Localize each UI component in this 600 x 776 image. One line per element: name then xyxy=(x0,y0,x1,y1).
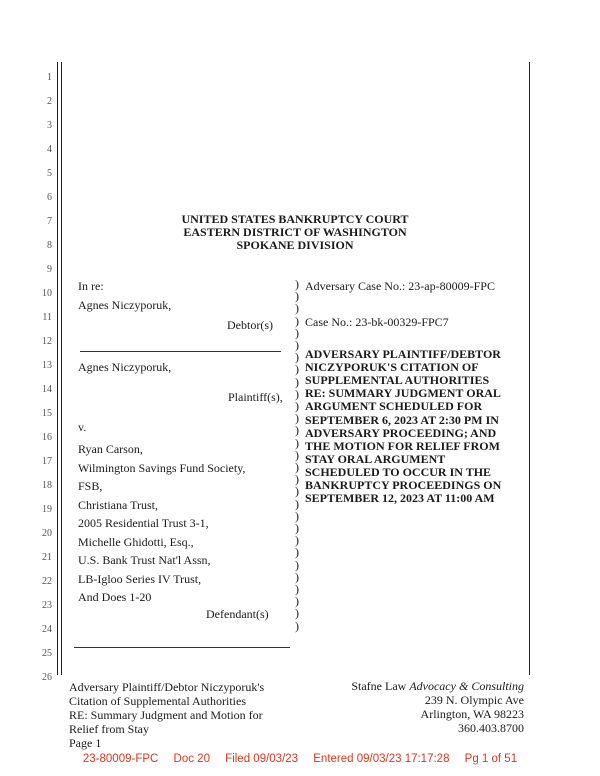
defendant-item: LB-Igloo Series IV Trust, xyxy=(78,571,202,586)
defendant-item: FSB, xyxy=(78,479,103,493)
caption-paren: ) xyxy=(295,325,299,340)
footer-doc-title-line: Relief from Stay xyxy=(69,722,149,736)
defendant-item: Ryan Carson, xyxy=(78,442,143,456)
footer-doc-title-line: RE: Summary Judgment and Motion for xyxy=(69,708,263,722)
caption-paren: ) xyxy=(295,313,299,328)
line-number: 4 xyxy=(47,144,52,155)
document-title-line: ADVERSARY PLAINTIFF/DEBTOR xyxy=(305,347,501,361)
plaintiff-label: Plaintiff(s), xyxy=(228,390,283,404)
bankruptcy-case-number: Case No.: 23-bk-00329-FPC7 xyxy=(305,315,449,329)
stamp-case-number: 23-80009-FPC xyxy=(82,753,159,765)
line-number: 18 xyxy=(42,480,52,491)
pleading-rule-left-outer xyxy=(57,62,58,675)
caption-paren: ) xyxy=(295,472,299,487)
court-name: UNITED STATES BANKRUPTCY COURT xyxy=(181,212,409,226)
versus-label: v. xyxy=(78,420,87,434)
document-title-line: RE: SUMMARY JUDGMENT ORAL xyxy=(305,386,501,401)
defendant-item: Wilmington Savings Fund Society, xyxy=(78,460,246,475)
document-title-line: SEPTEMBER 12, 2023 AT 11:00 AM xyxy=(305,491,495,506)
caption-paren: ) xyxy=(295,545,299,560)
footer-firm-address: 239 N. Olympic Ave xyxy=(424,693,524,707)
document-title-line: ADVERSARY PROCEEDING; AND xyxy=(305,425,497,440)
defendant-item: 2005 Residential Trust 3-1, xyxy=(78,516,209,530)
firm-name-ampersand: & xyxy=(455,679,472,693)
court-district: EASTERN DISTRICT OF WASHINGTON xyxy=(183,225,407,239)
line-number: 16 xyxy=(42,432,52,443)
caption-paren: ) xyxy=(295,582,299,596)
caption-paren: ) xyxy=(295,435,299,450)
document-title-line: NICZYPORUK'S CITATION OF xyxy=(305,360,479,375)
caption-paren: ) xyxy=(295,484,299,499)
stamp-filed-date: Filed 09/03/23 xyxy=(225,753,299,765)
firm-name-plain: Stafne Law xyxy=(351,679,410,693)
footer-doc-title-line: Citation of Supplemental Authorities xyxy=(69,694,246,708)
stamp-entered-date: Entered 09/03/23 17:17:28 xyxy=(313,753,450,765)
caption-paren: ) xyxy=(295,533,299,548)
caption-paren: ) xyxy=(295,594,299,609)
defendant-item: And Does 1-20 xyxy=(78,590,152,604)
line-number: 11 xyxy=(42,312,52,323)
line-number: 20 xyxy=(42,528,52,539)
firm-name-consulting: Consulting xyxy=(471,679,524,693)
caption-paren: ) xyxy=(295,606,299,621)
defendant-label: Defendant(s) xyxy=(206,607,269,621)
document-title-line: BANKRUPTCY PROCEEDINGS ON xyxy=(305,478,502,492)
line-number: 19 xyxy=(42,504,52,515)
pleading-rule-left-inner xyxy=(61,62,62,675)
line-number: 5 xyxy=(47,168,52,179)
debtor-label: Debtor(s) xyxy=(227,318,273,332)
plaintiff-name: Agnes Niczyporuk, xyxy=(78,360,172,374)
document-title-line: STAY ORAL ARGUMENT xyxy=(305,451,446,466)
caption-divider xyxy=(80,351,281,352)
line-number: 25 xyxy=(42,648,52,659)
adversary-case-number: Adversary Case No.: 23-ap-80009-FPC xyxy=(305,279,495,293)
line-number: 10 xyxy=(42,288,52,299)
debtor-name: Agnes Niczyporuk, xyxy=(78,298,172,312)
caption-paren: ) xyxy=(295,301,299,316)
caption-paren: ) xyxy=(295,399,299,413)
line-number: 9 xyxy=(47,264,52,275)
caption-paren: ) xyxy=(295,338,299,352)
line-number: 7 xyxy=(47,216,52,227)
court-division: SPOKANE DIVISION xyxy=(236,238,354,252)
firm-name-advocacy: Advocacy xyxy=(409,679,456,693)
line-number: 14 xyxy=(42,384,52,395)
line-number: 23 xyxy=(42,600,52,611)
caption-paren: ) xyxy=(295,277,299,291)
stamp-page-count: Pg 1 of 51 xyxy=(464,753,518,765)
caption-paren: ) xyxy=(295,423,299,438)
line-number: 6 xyxy=(47,192,52,203)
document-title-line: SCHEDULED TO OCCUR IN THE xyxy=(305,464,492,479)
caption-paren: ) xyxy=(295,386,299,401)
line-number: 22 xyxy=(42,576,52,587)
pleading-rule-right xyxy=(529,62,530,675)
line-number: 21 xyxy=(42,552,52,563)
defendant-item: U.S. Bank Trust Nat'l Assn, xyxy=(78,553,211,567)
line-number: 24 xyxy=(42,624,52,635)
document-title-line: ARGUMENT SCHEDULED FOR xyxy=(305,399,483,414)
caption-paren: ) xyxy=(295,289,299,304)
line-number: 13 xyxy=(42,360,52,371)
line-number: 3 xyxy=(47,120,52,131)
document-title-line: SEPTEMBER 6, 2023 AT 2:30 PM IN xyxy=(305,412,499,427)
caption-paren: ) xyxy=(295,508,299,523)
caption-bottom-rule xyxy=(74,647,290,648)
caption-paren: ) xyxy=(295,362,299,377)
document-title-line: SUPPLEMENTAL AUTHORITIES xyxy=(305,373,490,388)
footer-firm-phone: 360.403.8700 xyxy=(458,721,524,735)
stamp-doc-number: Doc 20 xyxy=(173,753,210,765)
line-number: 17 xyxy=(42,456,52,467)
caption-paren: ) xyxy=(295,569,299,584)
footer-firm-city: Arlington, WA 98223 xyxy=(420,707,524,721)
footer-firm-name xyxy=(300,679,524,693)
line-number: 15 xyxy=(42,408,52,419)
caption-paren: ) xyxy=(295,411,299,426)
defendant-item: Michelle Ghidotti, Esq., xyxy=(78,534,194,549)
line-number: 1 xyxy=(47,72,52,83)
caption-paren: ) xyxy=(295,521,299,535)
caption-paren: ) xyxy=(295,374,299,389)
caption-paren: ) xyxy=(295,496,299,511)
caption-paren: ) xyxy=(295,460,299,474)
line-number: 8 xyxy=(47,240,52,251)
defendant-item: Christiana Trust, xyxy=(78,497,159,512)
line-number: 2 xyxy=(47,96,52,107)
line-number: 12 xyxy=(42,336,52,347)
footer-page-number: Page 1 xyxy=(69,736,102,750)
footer-doc-title-line: Adversary Plaintiff/Debtor Niczyporuk's xyxy=(69,680,265,694)
caption-paren: ) xyxy=(295,447,299,462)
document-title-line: THE MOTION FOR RELIEF FROM xyxy=(305,438,500,453)
caption-paren: ) xyxy=(295,350,299,365)
in-re-label: In re: xyxy=(78,279,104,293)
line-number: 26 xyxy=(42,672,52,683)
caption-paren: ) xyxy=(295,557,299,572)
caption-paren: ) xyxy=(295,618,299,633)
court-filing-stamp xyxy=(0,753,600,765)
